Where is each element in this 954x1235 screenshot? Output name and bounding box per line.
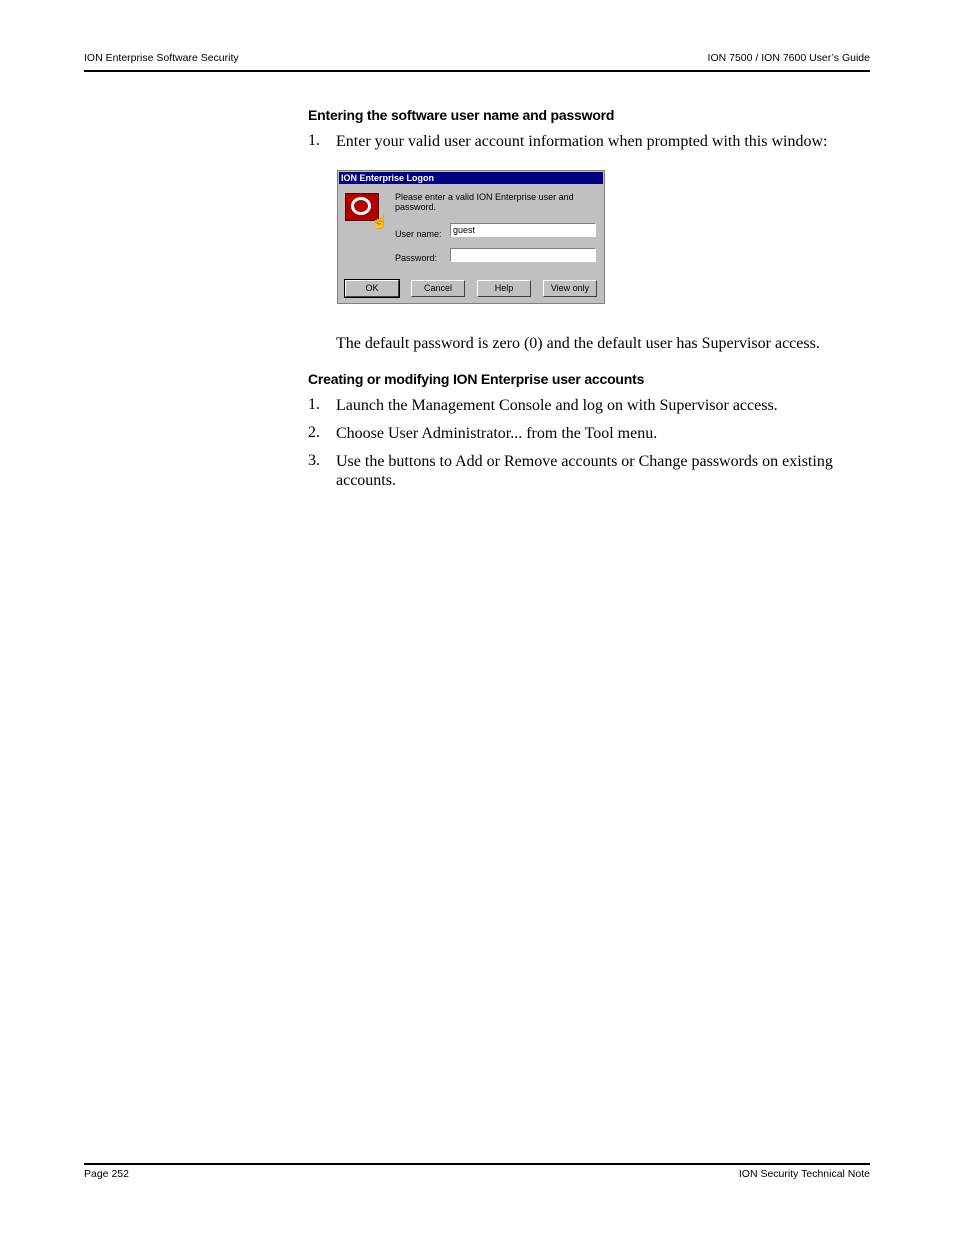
user-name-label: User name: bbox=[395, 229, 442, 239]
cancel-button[interactable]: Cancel bbox=[411, 280, 465, 297]
footer-rule bbox=[84, 1163, 870, 1165]
help-button[interactable]: Help bbox=[477, 280, 531, 297]
password-label: Password: bbox=[395, 253, 438, 263]
header-rule bbox=[84, 70, 870, 72]
running-header-right: ION 7500 / ION 7600 User’s Guide bbox=[707, 52, 870, 64]
step-number: 3. bbox=[308, 452, 320, 469]
dialog-prompt: Please enter a valid ION Enterprise user and password. bbox=[395, 192, 574, 212]
page-number: Page 252 bbox=[84, 1168, 129, 1180]
section-heading-logon: Entering the software user name and password bbox=[308, 107, 615, 123]
dialog-title: ION Enterprise Logon bbox=[339, 172, 603, 184]
step-text: Enter your valid user account information when prompted with this window: bbox=[336, 133, 828, 150]
step-number: 2. bbox=[308, 424, 320, 441]
logon-dialog bbox=[337, 170, 605, 304]
ok-button[interactable]: OK bbox=[345, 280, 399, 297]
user-name-field[interactable]: guest bbox=[450, 223, 596, 237]
section-heading-accounts: Creating or modifying ION Enterprise user accounts bbox=[308, 371, 645, 387]
running-footer-right: ION Security Technical Note bbox=[738, 1168, 870, 1180]
step-text: Use the buttons to Add or Remove accounts or Change passwords on existing accounts. bbox=[336, 453, 833, 489]
step-number: 1. bbox=[308, 132, 320, 149]
step-text: Launch the Management Console and log on with Supervisor access. bbox=[336, 397, 778, 414]
running-header-left: ION Enterprise Software Security bbox=[84, 52, 239, 64]
step-text: Choose User Administrator... from the Tool menu. bbox=[336, 425, 658, 442]
default-password-note: The default password is zero (0) and the default user has Supervisor access. bbox=[336, 335, 820, 352]
password-field[interactable] bbox=[450, 248, 596, 262]
step-number: 1. bbox=[308, 396, 320, 413]
hand-cursor-icon: ☝ bbox=[371, 213, 389, 229]
view-only-button[interactable]: View only bbox=[543, 280, 597, 297]
